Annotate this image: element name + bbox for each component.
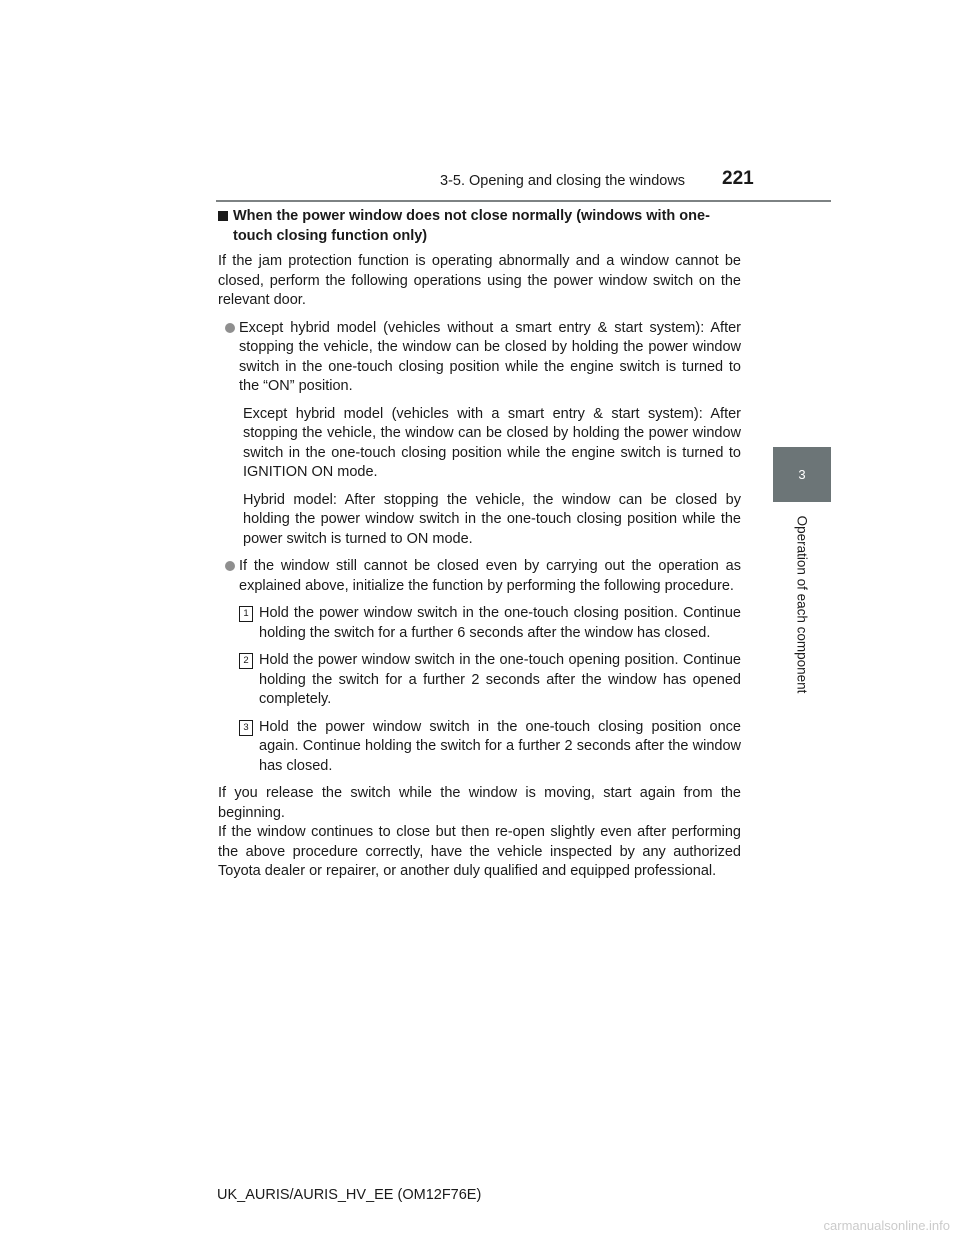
bullet-sub-paragraph: Hybrid model: After stopping the vehicle, the window can be closed by holding the power window switch in the one-touch closing position while the power switch is turned to ON mode. — [243, 491, 741, 547]
bullet-item — [225, 319, 741, 397]
bullet-item — [225, 557, 741, 596]
intro-paragraph: If the jam protection function is operating abnormally and a window cannot be closed, perform the following operations using the power window switch on the relevant door. — [218, 253, 741, 308]
round-bullet-icon — [225, 323, 235, 333]
bullet-text: If the window still cannot be closed even by carrying out the operation as explained above, initialize the function by performing the following procedure. — [239, 558, 741, 594]
section-heading — [218, 207, 741, 246]
header-divider — [216, 200, 831, 202]
section-heading-text: When the power window does not close normally (windows with one-touch closing function only) — [233, 208, 710, 244]
page-content — [218, 207, 741, 882]
round-bullet-icon — [225, 561, 235, 571]
step-text: Hold the power window switch in the one-touch closing position once again. Continue holding the switch for a further 2 seconds after the window has closed. — [259, 718, 741, 774]
step-number-badge: 3 — [239, 720, 253, 736]
bullet-text: Except hybrid model (vehicles without a smart entry & start system): After stopping the vehicle, the window can be closed by holding the power window switch in the one-touch closing position while the engine switch is turned to the “ON” position. — [239, 319, 741, 394]
step-text: Hold the power window switch in the one-touch closing position. Continue holding the switch for a further 6 seconds after the window has closed. — [259, 605, 741, 641]
step-text: Hold the power window switch in the one-touch opening position. Continue holding the switch for a further 2 seconds after the window has opened completely. — [259, 652, 741, 707]
page-number: 221 — [722, 168, 754, 189]
chapter-title-tab — [773, 508, 831, 701]
section-title: 3-5. Opening and closing the windows — [440, 173, 686, 189]
procedure-step — [239, 604, 741, 643]
chapter-title-label: Operation of each component — [794, 515, 810, 694]
closing-paragraph: If the window continues to close but then re-open slightly even after performing the above procedure correctly, have the vehicle inspected by any authorized Toyota dealer or repairer, or another duly qualified and equipped professional. — [218, 824, 741, 879]
procedure-step — [239, 651, 741, 710]
step-number-badge: 2 — [239, 653, 253, 669]
closing-paragraph: If you release the switch while the window is moving, start again from the beginning. — [218, 785, 741, 821]
step-number-badge: 1 — [239, 606, 253, 622]
chapter-number-tab: 3 — [773, 447, 831, 502]
procedure-step — [239, 718, 741, 777]
bullet-sub-paragraph: Except hybrid model (vehicles with a smart entry & start system): After stopping the vehicle, the window can be closed by holding the power window switch in the one-touch closing position while the engine switch is turned to IGNITION ON mode. — [243, 405, 741, 480]
footer-model-code: UK_AURIS/AURIS_HV_EE (OM12F76E) — [217, 1187, 482, 1203]
square-bullet-icon — [218, 211, 228, 221]
watermark: carmanualsonline.info — [823, 1218, 950, 1233]
